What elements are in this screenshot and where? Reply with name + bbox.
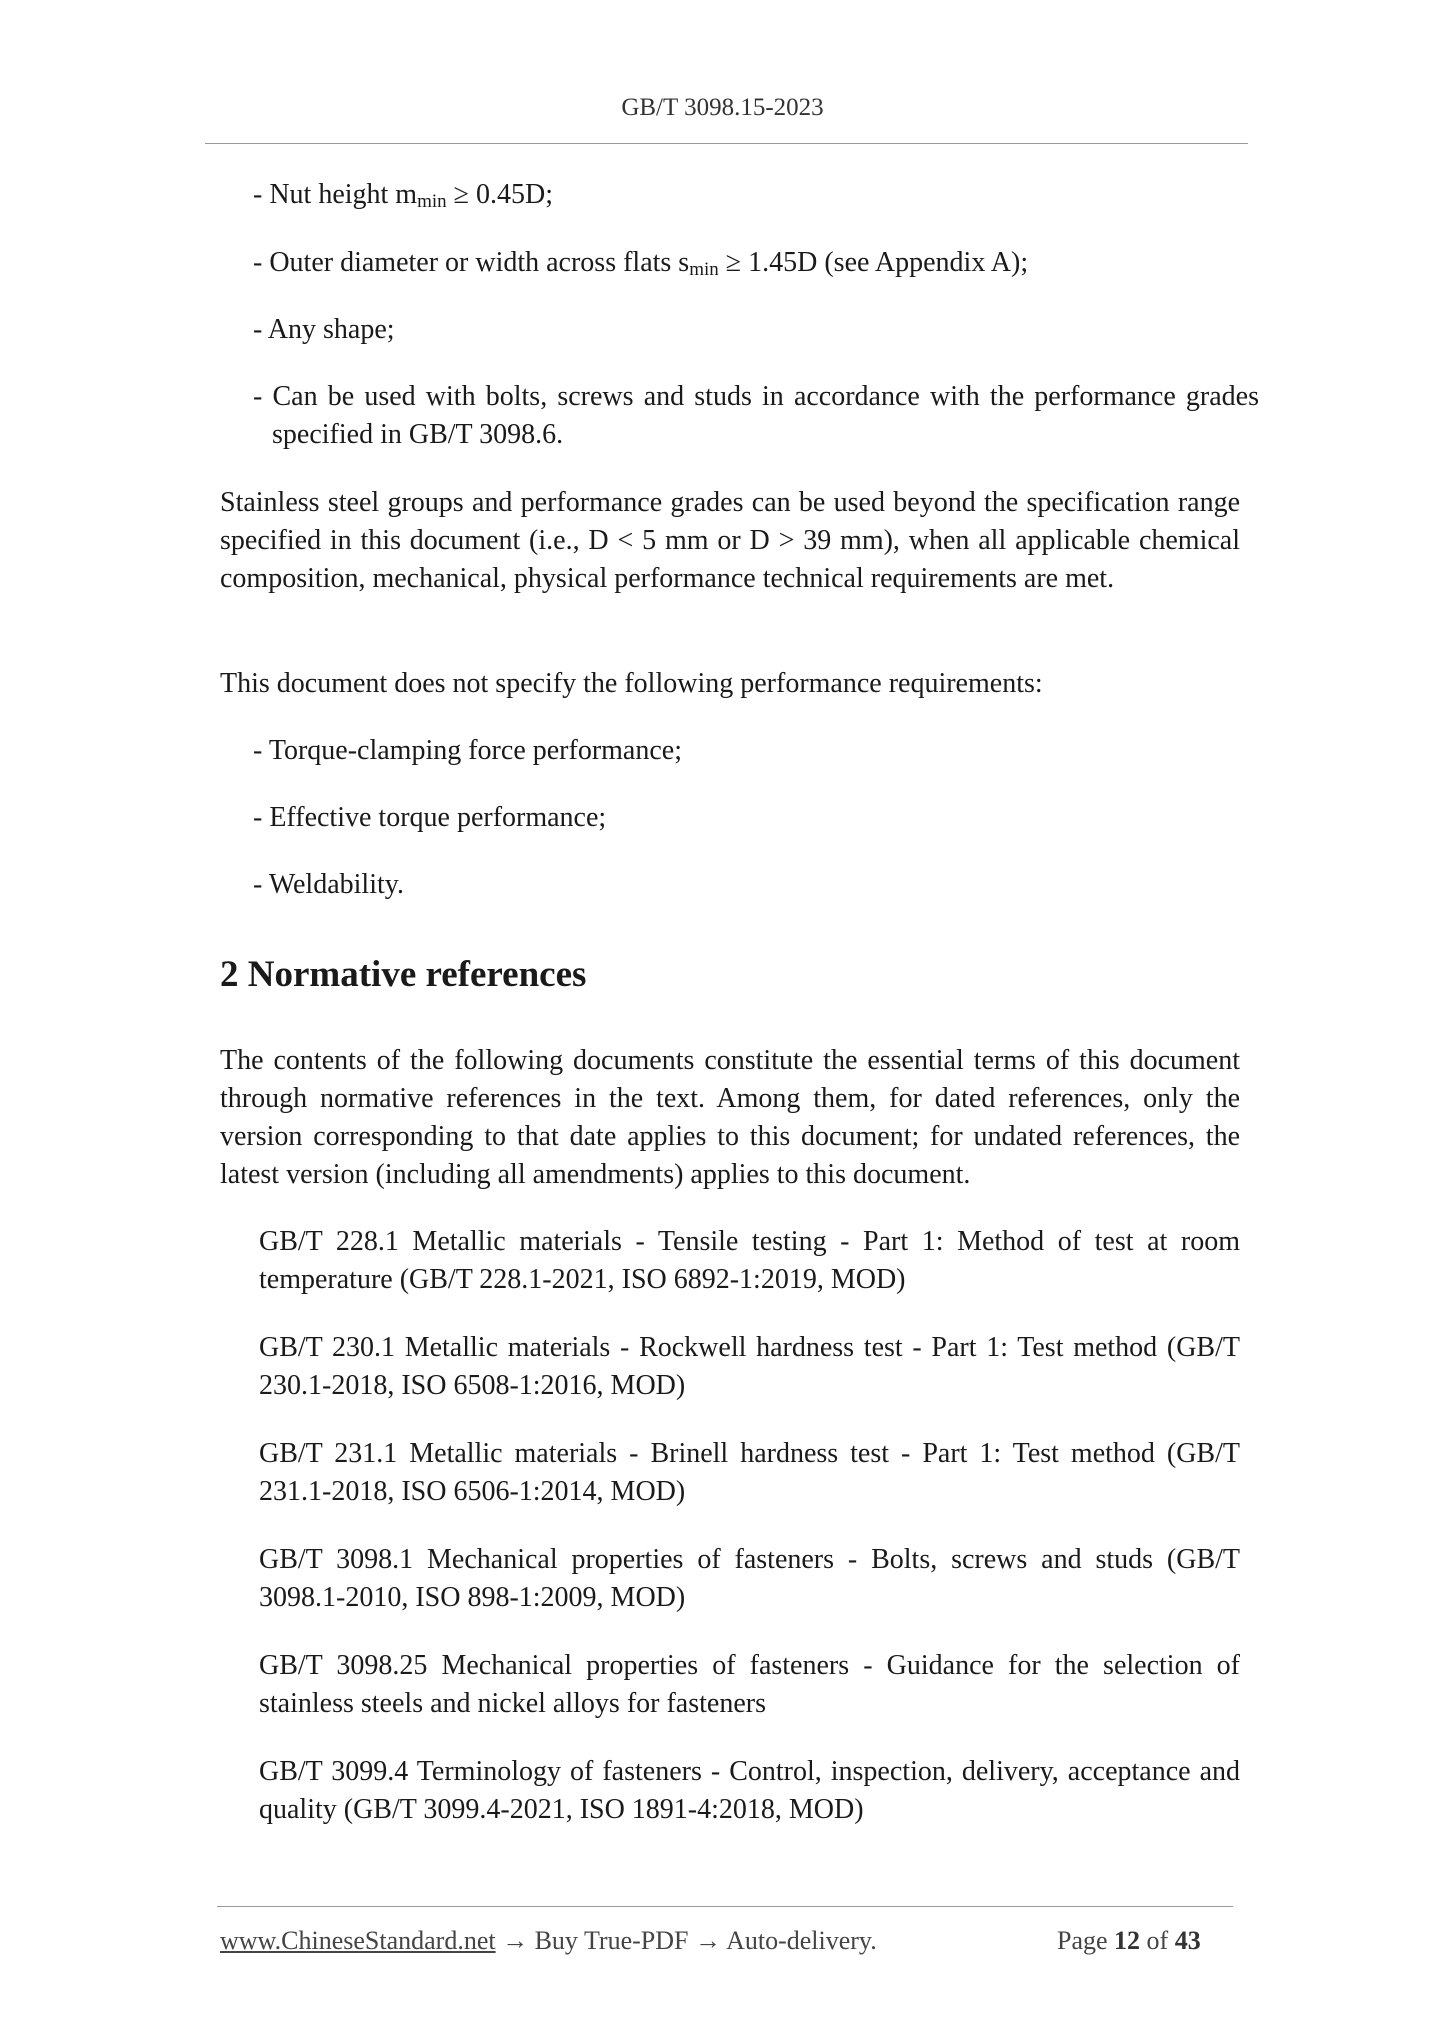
footer-promo bbox=[220, 1926, 877, 1956]
page-header-title: GB/T 3098.15-2023 bbox=[621, 94, 824, 121]
buy-true-pdf-link: Buy True-PDF bbox=[534, 1926, 689, 1955]
section-heading-normative-references: 2 Normative references bbox=[220, 954, 587, 995]
website-link[interactable]: www.ChineseStandard.net bbox=[220, 1926, 496, 1955]
bullet-weldability: - Weldability. bbox=[253, 869, 404, 900]
paragraph-stainless-scope: Stainless steel groups and performance grades can be used beyond the specification range specified in this document (i.e., D < 5 mm or D > 39 mm), when all applicable chemical composition, mechanical, physical performance technical requirements are met. bbox=[220, 487, 1240, 594]
arrow-right-icon: → bbox=[695, 1926, 721, 1955]
footer-divider bbox=[217, 1906, 1233, 1907]
reference-item: GB/T 3099.4 Terminology of fasteners - Control, inspection, delivery, acceptance and quality (GB/T 3099.4-2021, ISO 1891-4:2018, MOD) bbox=[259, 1756, 1240, 1825]
reference-item: GB/T 230.1 Metallic materials - Rockwell hardness test - Part 1: Test method (GB/T 230.1-2018, ISO 6508-1:2016, MOD) bbox=[259, 1332, 1240, 1401]
page-number: Page 12 of 43 bbox=[1057, 1926, 1201, 1955]
reference-item: GB/T 228.1 Metallic materials - Tensile testing - Part 1: Method of test at room temperature (GB/T 228.1-2021, ISO 6892-1:2019, MOD) bbox=[259, 1226, 1240, 1295]
reference-item: GB/T 3098.25 Mechanical properties of fasteners - Guidance for the selection of stainless steels and nickel alloys for fasteners bbox=[259, 1650, 1240, 1719]
reference-item: GB/T 3098.1 Mechanical properties of fasteners - Bolts, screws and studs (GB/T 3098.1-2010, ISO 898-1:2009, MOD) bbox=[259, 1544, 1240, 1613]
header-divider bbox=[205, 143, 1248, 144]
paragraph-normative-intro: The contents of the following documents constitute the essential terms of this document through normative references in the text. Among them, for dated references, only the version corresponding to that date applies to this document; for undated references, the latest version (including all amendments) applies to this document. bbox=[220, 1045, 1240, 1190]
bullet-nut-height: - Nut height $m_{min} \ge 0.45D$; bbox=[253, 179, 554, 212]
reference-item: GB/T 231.1 Metallic materials - Brinell hardness test - Part 1: Test method (GB/T 231.1-2018, ISO 6506-1:2014, MOD) bbox=[259, 1438, 1240, 1507]
bullet-torque-clamping: - Torque-clamping force performance; bbox=[253, 735, 682, 766]
auto-delivery-text: Auto-delivery. bbox=[726, 1926, 877, 1955]
bullet-usage: - Can be used with bolts, screws and studs in accordance with the performance grades specified in GB/T 3098.6. bbox=[253, 381, 1259, 450]
paragraph-not-specified-intro: This document does not specify the following performance requirements: bbox=[220, 668, 1043, 699]
bullet-any-shape: - Any shape; bbox=[253, 314, 395, 345]
bullet-effective-torque: - Effective torque performance; bbox=[253, 802, 607, 833]
bullet-outer-diameter: - Outer diameter or width across flats $s_{min} \ge 1.45D$ (see Appendix A); bbox=[253, 247, 1029, 280]
current-page: 12 bbox=[1114, 1926, 1141, 1955]
arrow-right-icon: → bbox=[502, 1926, 529, 1955]
total-pages: 43 bbox=[1174, 1926, 1201, 1955]
